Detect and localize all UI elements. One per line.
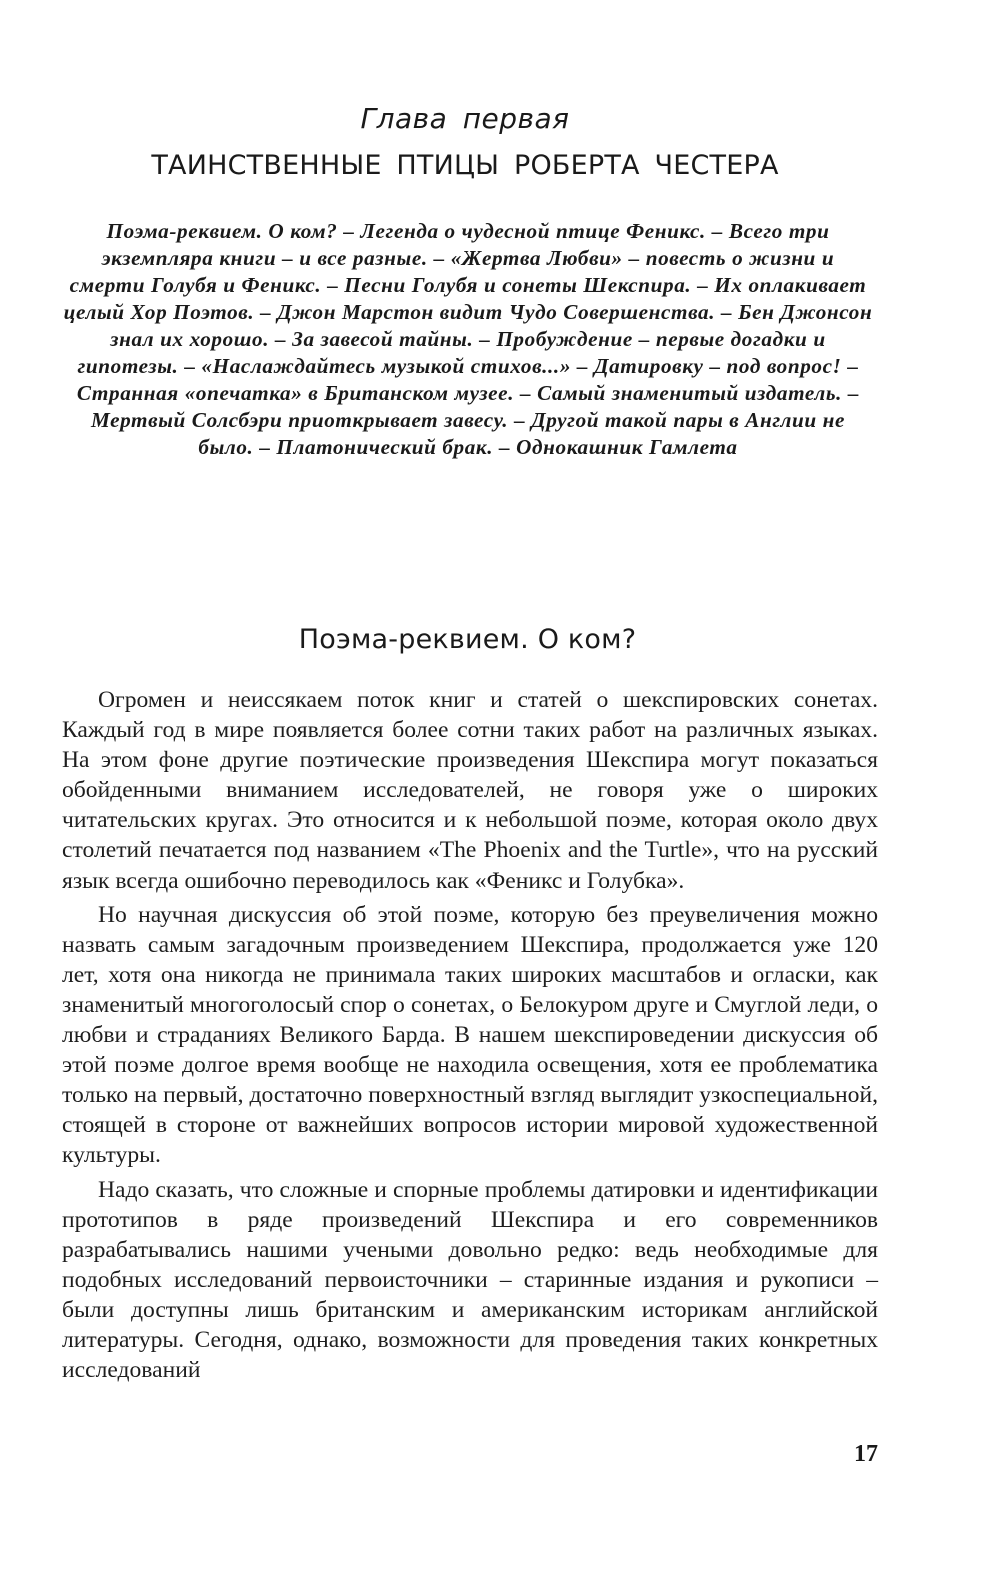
section-title: Поэма-реквием. О ком? [298, 624, 637, 655]
body-text [62, 685, 878, 1389]
chapter-label: Глава первая [360, 102, 570, 135]
paragraph: Огромен и неиссякаем поток книг и статей о шекспировских сонетах. Каждый год в мире появляется более сотни таких работ на различных языках. На этом фоне другие поэтические произведения Шекспира могут показаться обойденными вниманием исследователей, не говоря уже о широких читательских кругах. Это относится и к небольшой поэме, которая около двух столетий печатается под названием «The Phoenix and the Turtle», что на русский язык всегда ошибочно переводилось как «Феникс и Голубка». [62, 687, 878, 894]
paragraph: Но научная дискуссия об этой поэме, которую без преувеличения можно назвать самым загадочным произведением Шекспира, продолжается уже 120 лет, хотя она никогда не принимала таких широких масштабов и огласки, как знаменитый многоголосый спор о сонетах, о Белокуром друге и Смуглой леди, о любви и страданиях Великого Барда. В нашем шекспироведении дискуссия об этой поэме долгое время вообще не находила освещения, хотя ее проблематика только на первый, достаточно поверхностный взгляд выглядит узкоспециальной, стоящей в стороне от важнейших вопросов истории мировой художественной культуры. [62, 901, 878, 1169]
chapter-summary: Поэма-реквием. О ком? – Легенда о чудесной птице Феникс. – Всего три экземпляра книги – и все разные. – «Жертва Любви» – повесть о жизни и смерти Голубя и Феникс. – Песни Голубя и сонеты Шекспира. – Их оплакивает целый Хор Поэтов. – Джон Марстон видит Чудо Совершенства. – Бен Джонсон знал их хорошо. – За завесой тайны. – Пробуждение – первые догадки и гипотезы. – «Наслаждайтесь музыкой стихов...» – Датировку – под вопрос! – Странная «опечатка» в Британском музее. – Самый знаменитый издатель. – Мертвый Солсбэри приоткрывает завесу. – Другой такой пары в Англии не было. – Платонический брак. – Однокашник Гамлета [63, 219, 873, 459]
page-number: 17 [854, 1441, 878, 1467]
chapter-title: ТАИНСТВЕННЫЕ ПТИЦЫ РОБЕРТА ЧЕСТЕРА [151, 150, 779, 181]
paragraph: Надо сказать, что сложные и спорные проблемы датировки и идентификации прототипов в ряде произведений Шекспира и его современников разрабатывались нашими учеными довольно редко: ведь необходимые для подобных исследований первоисточники – старинные издания и рукописи – были доступны лишь британским и американским историкам английской литературы. Сегодня, однако, возможности для проведения таких конкретных исследований [62, 1176, 878, 1384]
